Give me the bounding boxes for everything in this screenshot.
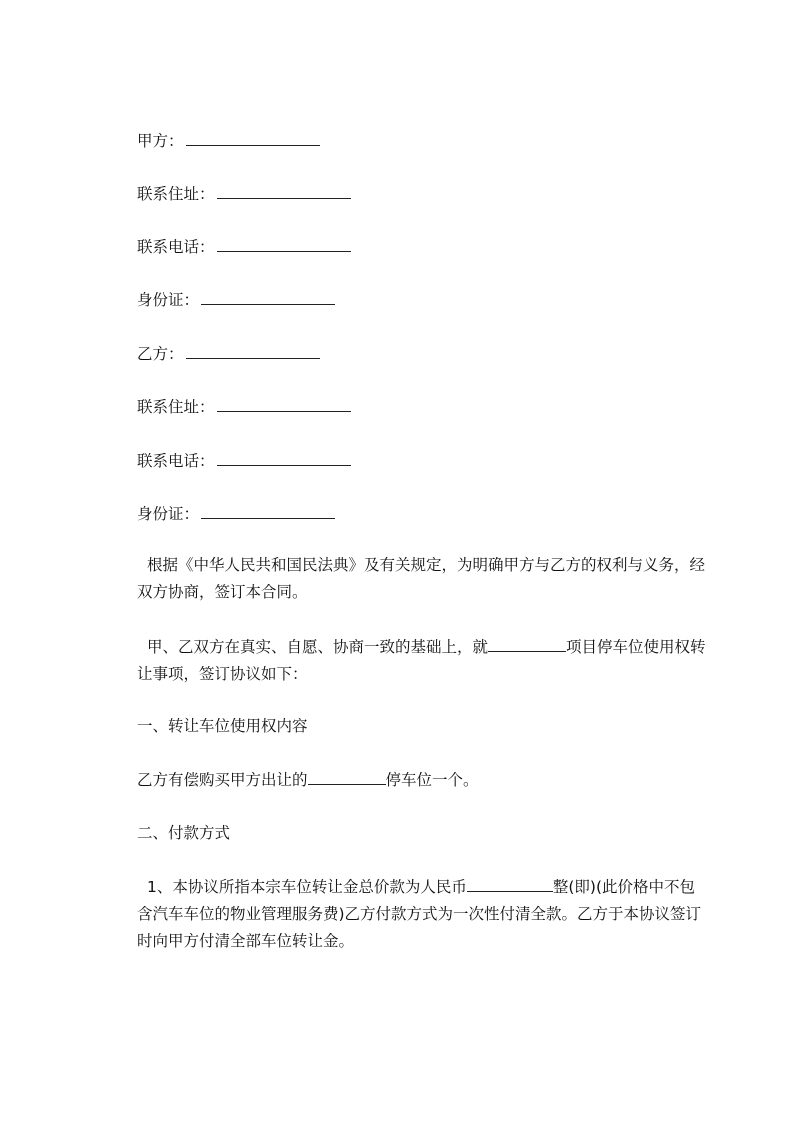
section-2-item-1-before: 1、本协议所指本宗车位转让金总价款为人民币 — [147, 878, 467, 896]
party-b-address-blank — [217, 397, 351, 412]
party-a-address-label: 联系住址： — [137, 185, 215, 203]
section-2-item-1-after: 整(即)(此价格中不包含汽车车位的物业管理服务费)乙方付款方式为一次性付清全款。乙方于本协议签订时向甲方付清全部车位转让金。 — [137, 878, 702, 950]
party-a-phone-label: 联系电话： — [137, 238, 215, 256]
party-b-phone-label: 联系电话： — [137, 452, 215, 470]
party-a-address-field — [137, 182, 351, 206]
party-b-name-label: 乙方： — [137, 345, 184, 363]
section-1-text-before: 乙方有偿购买甲方出让的 — [137, 771, 308, 789]
intro-paragraph-1 — [137, 552, 707, 606]
intro-paragraph-1-text: 根据《中华人民共和国民法典》及有关规定，为明确甲方与乙方的权利与义务，经双方协商，签订本合同。 — [137, 556, 706, 601]
party-a-phone-field — [137, 235, 351, 259]
party-b-id-label: 身份证： — [137, 505, 200, 523]
party-a-id-label: 身份证： — [137, 291, 200, 309]
section-1-heading: 一、转让车位使用权内容 — [137, 717, 308, 735]
party-a-id-blank — [201, 290, 335, 305]
party-a-name-blank — [186, 131, 320, 146]
parking-space-blank — [308, 770, 386, 785]
intro-paragraph-2-before: 甲、乙双方在真实、自愿、协商一致的基础上，就 — [147, 638, 489, 656]
party-b-phone-field — [137, 449, 351, 473]
intro-paragraph-2 — [137, 634, 707, 688]
party-b-address-label: 联系住址： — [137, 398, 215, 416]
party-b-address-field — [137, 395, 351, 419]
party-a-name-field — [137, 129, 320, 153]
section-1-text — [137, 768, 479, 792]
party-a-phone-blank — [217, 237, 351, 252]
party-a-address-blank — [217, 184, 351, 199]
party-b-name-blank — [186, 344, 320, 359]
party-b-id-field — [137, 502, 335, 526]
party-a-id-field — [137, 288, 335, 312]
party-a-name-label: 甲方： — [137, 132, 184, 150]
section-2-heading: 二、付款方式 — [137, 824, 231, 842]
section-1-text-after: 停车位一个。 — [385, 771, 479, 789]
price-blank — [467, 877, 553, 892]
party-b-name-field — [137, 342, 320, 366]
section-2-item-1 — [137, 874, 707, 955]
party-b-id-blank — [201, 504, 335, 519]
intro-paragraph-2-after: 项目停车位使用权转让事项，签订协议如下： — [137, 638, 706, 683]
project-name-blank — [488, 637, 566, 652]
party-b-phone-blank — [217, 451, 351, 466]
